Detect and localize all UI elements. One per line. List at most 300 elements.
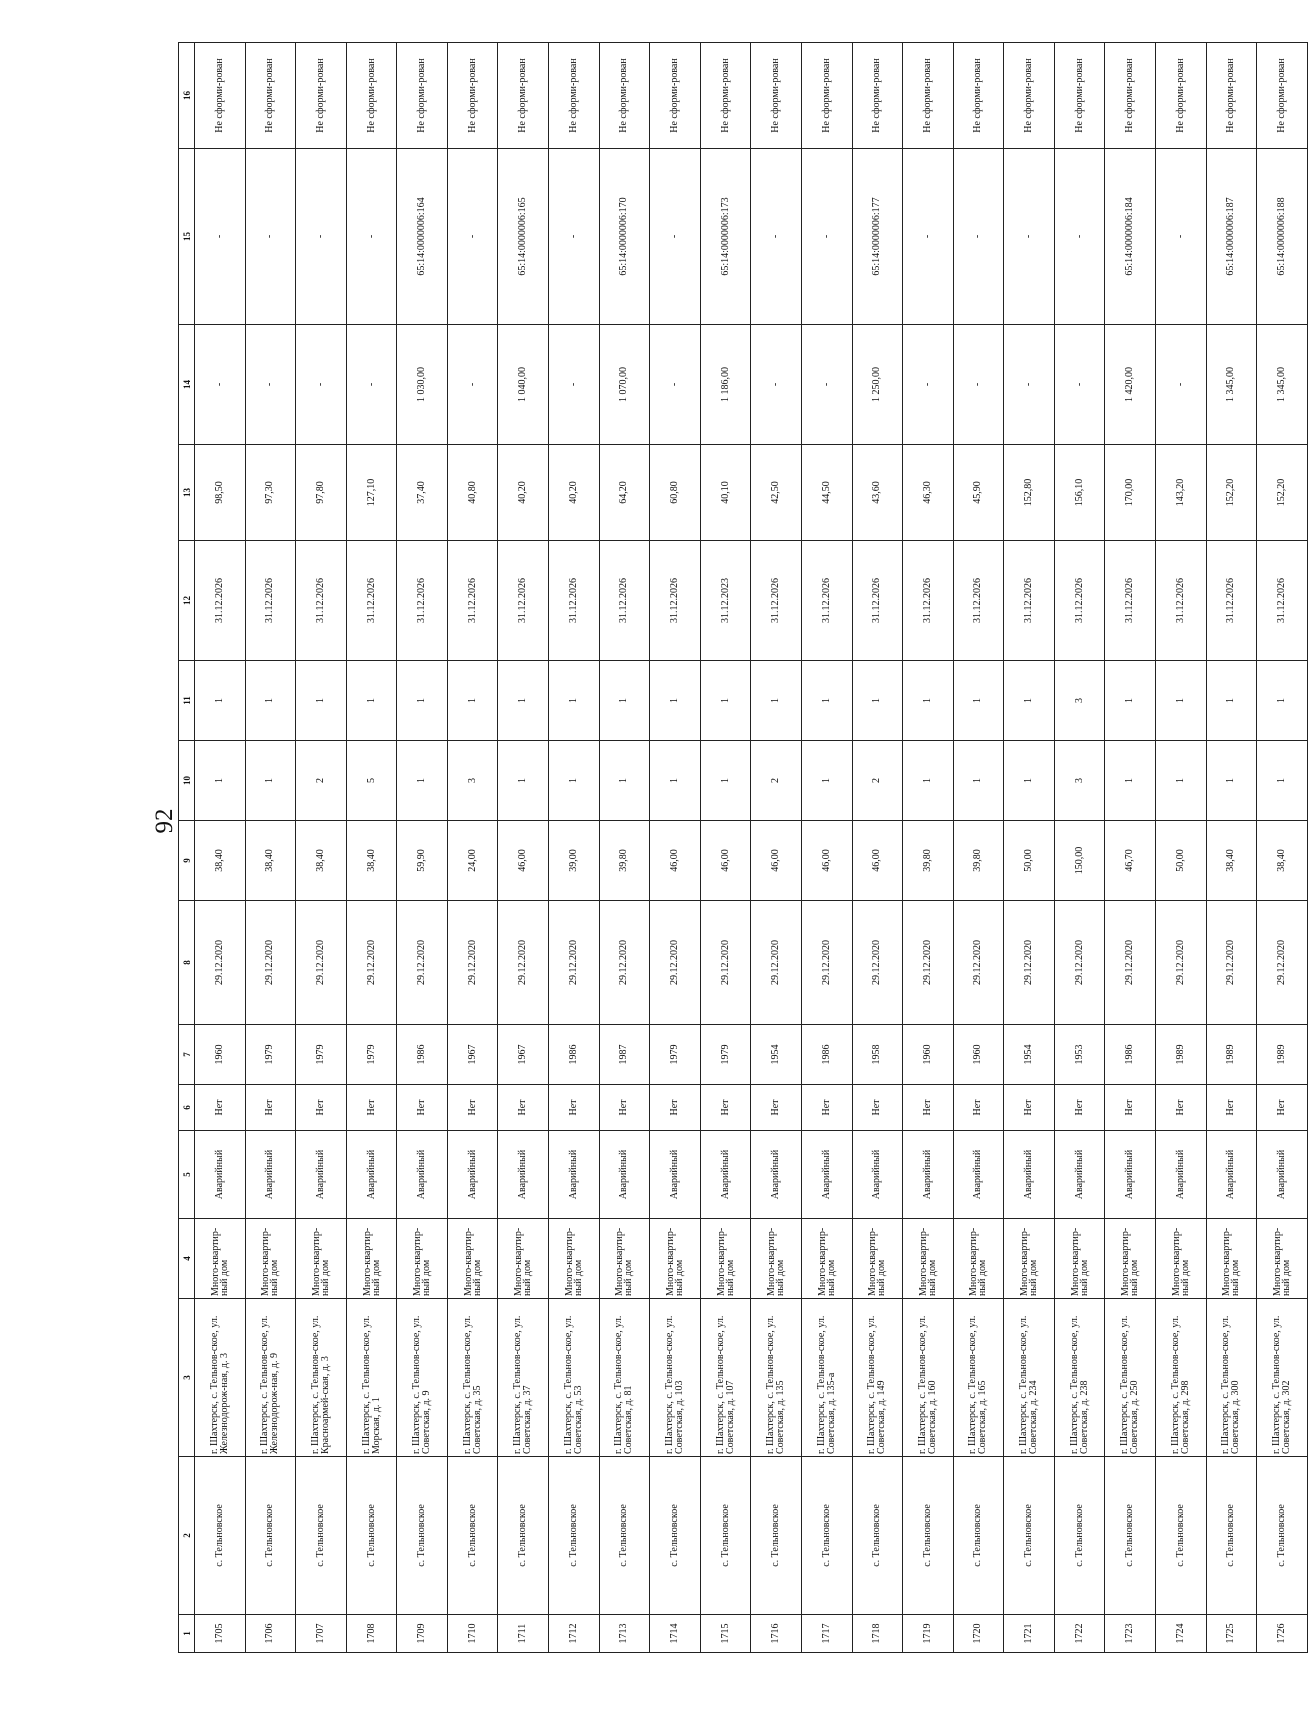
column-number-header: 12 [179,541,195,661]
registration-status-cell: Не сформи-рован [903,43,954,149]
area-cell: 24,00 [447,821,498,901]
flag-cell: Нет [447,1085,498,1131]
table-row [1155,43,1206,1653]
value-cell: 37,40 [397,445,448,541]
amount-cell: 1 030,00 [397,325,448,445]
column-number-header: 14 [179,325,195,445]
date-cell: 29.12.2020 [650,901,701,1025]
flag-cell: Нет [195,1085,246,1131]
registration-status-cell: Не сформи-рован [1206,43,1257,149]
column-number-header: 2 [179,1457,195,1615]
count-b-cell: 1 [1155,661,1206,741]
condition-cell: Аварийный [1206,1131,1257,1219]
settlement-cell: с. Тельновское [801,1457,852,1615]
address-cell: г. Шахтерск, с. Тельнов-ское, ул. Советская, д. 9 [397,1299,448,1457]
date-cell: 29.12.2020 [245,901,296,1025]
year-built-cell: 1954 [1004,1025,1055,1085]
building-type-cell: Много-квартир-ный дом [1054,1219,1105,1299]
area-cell: 46,00 [801,821,852,901]
row-number-cell: 1705 [195,1615,246,1653]
amount-cell: 1 070,00 [599,325,650,445]
area-cell: 38,40 [346,821,397,901]
count-a-cell: 1 [1155,741,1206,821]
area-cell: 39,80 [903,821,954,901]
area-cell: 59,90 [397,821,448,901]
count-a-cell: 3 [447,741,498,821]
column-number-header: 16 [179,43,195,149]
building-type-cell: Много-квартир-ный дом [700,1219,751,1299]
count-a-cell: 1 [397,741,448,821]
address-cell: г. Шахтерск, с. Тельнов-ское, ул. Советская, д. 298 [1155,1299,1206,1457]
registration-status-cell: Не сформи-рован [801,43,852,149]
year-built-cell: 1979 [650,1025,701,1085]
deadline-cell: 31.12.2026 [852,541,903,661]
settlement-cell: с. Тельновское [903,1457,954,1615]
flag-cell: Нет [1206,1085,1257,1131]
table-row [1206,43,1257,1653]
amount-cell: - [751,325,802,445]
count-a-cell: 1 [700,741,751,821]
settlement-cell: с. Тельновское [296,1457,347,1615]
amount-cell: - [195,325,246,445]
condition-cell: Аварийный [397,1131,448,1219]
date-cell: 29.12.2020 [549,901,600,1025]
row-number-cell: 1706 [245,1615,296,1653]
settlement-cell: с. Тельновское [1004,1457,1055,1615]
column-number-header: 10 [179,741,195,821]
table-row [397,43,448,1653]
registration-status-cell: Не сформи-рован [549,43,600,149]
cadastral-number-cell: - [903,149,954,325]
area-cell: 38,40 [1257,821,1308,901]
registration-status-cell: Не сформи-рован [599,43,650,149]
row-number-cell: 1721 [1004,1615,1055,1653]
flag-cell: Нет [903,1085,954,1131]
settlement-cell: с. Тельновское [1105,1457,1156,1615]
value-cell: 170,00 [1105,445,1156,541]
cadastral-number-cell: - [549,149,600,325]
cadastral-number-cell: 65:14:0000006:188 [1257,149,1308,325]
table-row [498,43,549,1653]
flag-cell: Нет [1257,1085,1308,1131]
value-cell: 45,90 [953,445,1004,541]
cadastral-number-cell: - [296,149,347,325]
column-number-header: 8 [179,901,195,1025]
registration-status-cell: Не сформи-рован [245,43,296,149]
flag-cell: Нет [852,1085,903,1131]
table-row [700,43,751,1653]
registration-status-cell: Не сформи-рован [1004,43,1055,149]
condition-cell: Аварийный [903,1131,954,1219]
building-type-cell: Много-квартир-ный дом [751,1219,802,1299]
row-number-cell: 1724 [1155,1615,1206,1653]
column-number-header: 7 [179,1025,195,1085]
building-type-cell: Много-квартир-ный дом [245,1219,296,1299]
year-built-cell: 1989 [1206,1025,1257,1085]
address-cell: г. Шахтерск, с. Тельнов-ское, ул. Советская, д. 37 [498,1299,549,1457]
deadline-cell: 31.12.2026 [549,541,600,661]
settlement-cell: с. Тельновское [1054,1457,1105,1615]
date-cell: 29.12.2020 [751,901,802,1025]
value-cell: 64,20 [599,445,650,541]
count-b-cell: 1 [801,661,852,741]
address-cell: г. Шахтерск, с. Тельнов-ское, ул. Советская, д. 165 [953,1299,1004,1457]
value-cell: 152,80 [1004,445,1055,541]
condition-cell: Аварийный [801,1131,852,1219]
amount-cell: - [1155,325,1206,445]
condition-cell: Аварийный [1054,1131,1105,1219]
address-cell: г. Шахтерск, с. Тельнов-ское, ул. Советская, д. 302 [1257,1299,1308,1457]
count-b-cell: 1 [549,661,600,741]
address-cell: г. Шахтерск, с. Тельнов-ское, ул. Советская, д. 135-а [801,1299,852,1457]
condition-cell: Аварийный [296,1131,347,1219]
year-built-cell: 1989 [1155,1025,1206,1085]
count-a-cell: 1 [903,741,954,821]
cadastral-number-cell: - [650,149,701,325]
address-cell: г. Шахтерск, с. Тельнов-ское, ул. Советская, д. 81 [599,1299,650,1457]
deadline-cell: 31.12.2026 [650,541,701,661]
table-row [346,43,397,1653]
cadastral-number-cell: - [801,149,852,325]
deadline-cell: 31.12.2026 [195,541,246,661]
value-cell: 98,50 [195,445,246,541]
date-cell: 29.12.2020 [599,901,650,1025]
value-cell: 40,20 [549,445,600,541]
column-number-header: 6 [179,1085,195,1131]
value-cell: 42,50 [751,445,802,541]
amount-cell: 1 040,00 [498,325,549,445]
area-cell: 39,80 [599,821,650,901]
count-b-cell: 1 [1105,661,1156,741]
table-row [245,43,296,1653]
flag-cell: Нет [1155,1085,1206,1131]
cadastral-number-cell: - [195,149,246,325]
year-built-cell: 1958 [852,1025,903,1085]
count-a-cell: 1 [1257,741,1308,821]
settlement-cell: с. Тельновское [195,1457,246,1615]
amount-cell: - [903,325,954,445]
row-number-cell: 1713 [599,1615,650,1653]
address-cell: г. Шахтерск, с. Тельнов-ское, ул. Советская, д. 35 [447,1299,498,1457]
condition-cell: Аварийный [498,1131,549,1219]
cadastral-number-cell: 65:14:0000006:173 [700,149,751,325]
condition-cell: Аварийный [1105,1131,1156,1219]
condition-cell: Аварийный [953,1131,1004,1219]
deadline-cell: 31.12.2026 [245,541,296,661]
building-type-cell: Много-квартир-ный дом [852,1219,903,1299]
year-built-cell: 1960 [903,1025,954,1085]
amount-cell: 1 345,00 [1257,325,1308,445]
date-cell: 29.12.2020 [1105,901,1156,1025]
area-cell: 38,40 [296,821,347,901]
table-row [650,43,701,1653]
count-a-cell: 2 [751,741,802,821]
settlement-cell: с. Тельновское [397,1457,448,1615]
registration-status-cell: Не сформи-рован [498,43,549,149]
year-built-cell: 1953 [1054,1025,1105,1085]
count-a-cell: 2 [296,741,347,821]
value-cell: 152,20 [1206,445,1257,541]
date-cell: 29.12.2020 [397,901,448,1025]
settlement-cell: с. Тельновское [852,1457,903,1615]
count-a-cell: 1 [650,741,701,821]
building-type-cell: Много-квартир-ный дом [195,1219,246,1299]
table-row [296,43,347,1653]
date-cell: 29.12.2020 [1257,901,1308,1025]
row-number-cell: 1709 [397,1615,448,1653]
flag-cell: Нет [296,1085,347,1131]
page-number: 92 [151,808,178,834]
settlement-cell: с. Тельновское [599,1457,650,1615]
count-a-cell: 1 [953,741,1004,821]
table-row [903,43,954,1653]
registration-status-cell: Не сформи-рован [346,43,397,149]
cadastral-number-cell: 65:14:0000006:164 [397,149,448,325]
count-b-cell: 1 [296,661,347,741]
year-built-cell: 1960 [195,1025,246,1085]
settlement-cell: с. Тельновское [1257,1457,1308,1615]
year-built-cell: 1986 [397,1025,448,1085]
table-row [1257,43,1308,1653]
row-number-cell: 1719 [903,1615,954,1653]
date-cell: 29.12.2020 [1054,901,1105,1025]
date-cell: 29.12.2020 [195,901,246,1025]
settlement-cell: с. Тельновское [549,1457,600,1615]
count-b-cell: 1 [195,661,246,741]
count-a-cell: 1 [195,741,246,821]
column-number-header: 3 [179,1299,195,1457]
year-built-cell: 1989 [1257,1025,1308,1085]
address-cell: г. Шахтерск, с. Тельнов-ское, ул. Морская, д. 1 [346,1299,397,1457]
row-number-cell: 1714 [650,1615,701,1653]
value-cell: 127,10 [346,445,397,541]
building-type-cell: Много-квартир-ный дом [397,1219,448,1299]
year-built-cell: 1954 [751,1025,802,1085]
count-a-cell: 1 [1004,741,1055,821]
row-number-cell: 1726 [1257,1615,1308,1653]
address-cell: г. Шахтерск, с. Тельнов-ское, ул. Советская, д. 300 [1206,1299,1257,1457]
condition-cell: Аварийный [1004,1131,1055,1219]
column-number-header: 15 [179,149,195,325]
count-b-cell: 1 [245,661,296,741]
value-cell: 60,80 [650,445,701,541]
date-cell: 29.12.2020 [498,901,549,1025]
amount-cell: - [296,325,347,445]
deadline-cell: 31.12.2026 [447,541,498,661]
value-cell: 40,20 [498,445,549,541]
housing-table [178,42,1308,1653]
table-row [599,43,650,1653]
count-a-cell: 1 [599,741,650,821]
area-cell: 39,00 [549,821,600,901]
column-number-row [179,43,195,1653]
count-b-cell: 1 [650,661,701,741]
date-cell: 29.12.2020 [903,901,954,1025]
row-number-cell: 1718 [852,1615,903,1653]
count-b-cell: 1 [447,661,498,741]
cadastral-number-cell: - [1054,149,1105,325]
building-type-cell: Много-квартир-ный дом [599,1219,650,1299]
date-cell: 29.12.2020 [296,901,347,1025]
condition-cell: Аварийный [549,1131,600,1219]
registration-status-cell: Не сформи-рован [1105,43,1156,149]
amount-cell: - [549,325,600,445]
date-cell: 29.12.2020 [801,901,852,1025]
deadline-cell: 31.12.2026 [1105,541,1156,661]
condition-cell: Аварийный [751,1131,802,1219]
address-cell: г. Шахтерск, с. Тельнов-ское, ул. Красноармей-ская, д. 3 [296,1299,347,1457]
building-type-cell: Много-квартир-ный дом [346,1219,397,1299]
table-row [1105,43,1156,1653]
condition-cell: Аварийный [650,1131,701,1219]
count-b-cell: 3 [1054,661,1105,741]
condition-cell: Аварийный [1155,1131,1206,1219]
address-cell: г. Шахтерск, с. Тельнов-ское, ул. Советская, д. 238 [1054,1299,1105,1457]
building-type-cell: Много-квартир-ный дом [903,1219,954,1299]
deadline-cell: 31.12.2026 [953,541,1004,661]
building-type-cell: Много-квартир-ный дом [549,1219,600,1299]
building-type-cell: Много-квартир-ный дом [650,1219,701,1299]
area-cell: 46,70 [1105,821,1156,901]
building-type-cell: Много-квартир-ный дом [447,1219,498,1299]
deadline-cell: 31.12.2026 [498,541,549,661]
count-a-cell: 1 [498,741,549,821]
cadastral-number-cell: 65:14:0000006:187 [1206,149,1257,325]
deadline-cell: 31.12.2026 [751,541,802,661]
count-a-cell: 2 [852,741,903,821]
deadline-cell: 31.12.2026 [296,541,347,661]
date-cell: 29.12.2020 [1004,901,1055,1025]
settlement-cell: с. Тельновское [346,1457,397,1615]
settlement-cell: с. Тельновское [751,1457,802,1615]
count-b-cell: 1 [852,661,903,741]
condition-cell: Аварийный [195,1131,246,1219]
flag-cell: Нет [599,1085,650,1131]
flag-cell: Нет [700,1085,751,1131]
building-type-cell: Много-квартир-ный дом [1105,1219,1156,1299]
address-cell: г. Шахтерск, с. Тельнов-ское, ул. Железнодорож-ная, д. 3 [195,1299,246,1457]
address-cell: г. Шахтерск, с. Тельнов-ское, ул. Советская, д. 160 [903,1299,954,1457]
area-cell: 46,00 [498,821,549,901]
address-cell: г. Шахтерск, с. Тельнов-ское, ул. Советская, д. 53 [549,1299,600,1457]
cadastral-number-cell: - [245,149,296,325]
registration-status-cell: Не сформи-рован [953,43,1004,149]
amount-cell: - [801,325,852,445]
building-type-cell: Много-квартир-ный дом [498,1219,549,1299]
year-built-cell: 1979 [346,1025,397,1085]
count-a-cell: 1 [801,741,852,821]
area-cell: 38,40 [1206,821,1257,901]
registration-status-cell: Не сформи-рован [700,43,751,149]
count-b-cell: 1 [953,661,1004,741]
count-b-cell: 1 [346,661,397,741]
condition-cell: Аварийный [700,1131,751,1219]
value-cell: 40,80 [447,445,498,541]
count-b-cell: 1 [751,661,802,741]
amount-cell: - [953,325,1004,445]
amount-cell: 1 345,00 [1206,325,1257,445]
condition-cell: Аварийный [447,1131,498,1219]
area-cell: 38,40 [245,821,296,901]
address-cell: г. Шахтерск, с. Тельнов-ское, ул. Советская, д. 250 [1105,1299,1156,1457]
address-cell: г. Шахтерск, с. Тельнов-ское, ул. Железнодорож-ная, д. 9 [245,1299,296,1457]
row-number-cell: 1720 [953,1615,1004,1653]
year-built-cell: 1979 [296,1025,347,1085]
building-type-cell: Много-квартир-ный дом [1004,1219,1055,1299]
year-built-cell: 1979 [700,1025,751,1085]
table-row [1004,43,1055,1653]
year-built-cell: 1967 [498,1025,549,1085]
year-built-cell: 1986 [801,1025,852,1085]
count-b-cell: 1 [1206,661,1257,741]
registration-status-cell: Не сформи-рован [296,43,347,149]
date-cell: 29.12.2020 [852,901,903,1025]
address-cell: г. Шахтерск, с. Тельнов-ское, ул. Советская, д. 149 [852,1299,903,1457]
area-cell: 150,00 [1054,821,1105,901]
table-body [195,43,1308,1653]
table-row [195,43,246,1653]
area-cell: 46,00 [751,821,802,901]
count-b-cell: 1 [599,661,650,741]
count-a-cell: 1 [1206,741,1257,821]
count-b-cell: 1 [903,661,954,741]
value-cell: 97,30 [245,445,296,541]
count-a-cell: 1 [1105,741,1156,821]
registration-status-cell: Не сформи-рован [751,43,802,149]
count-b-cell: 1 [1257,661,1308,741]
area-cell: 50,00 [1155,821,1206,901]
row-number-cell: 1722 [1054,1615,1105,1653]
condition-cell: Аварийный [852,1131,903,1219]
count-b-cell: 1 [498,661,549,741]
row-number-cell: 1708 [346,1615,397,1653]
year-built-cell: 1986 [549,1025,600,1085]
column-number-header: 5 [179,1131,195,1219]
registration-status-cell: Не сформи-рован [852,43,903,149]
amount-cell: - [1054,325,1105,445]
area-cell: 50,00 [1004,821,1055,901]
row-number-cell: 1712 [549,1615,600,1653]
area-cell: 39,80 [953,821,1004,901]
year-built-cell: 1986 [1105,1025,1156,1085]
value-cell: 40,10 [700,445,751,541]
registration-status-cell: Не сформи-рован [397,43,448,149]
column-number-header: 4 [179,1219,195,1299]
deadline-cell: 31.12.2026 [1257,541,1308,661]
row-number-cell: 1725 [1206,1615,1257,1653]
deadline-cell: 31.12.2026 [397,541,448,661]
registration-status-cell: Не сформи-рован [195,43,246,149]
address-cell: г. Шахтерск, с. Тельнов-ское, ул. Советская, д. 135 [751,1299,802,1457]
cadastral-number-cell: - [751,149,802,325]
cadastral-number-cell: - [953,149,1004,325]
flag-cell: Нет [650,1085,701,1131]
area-cell: 46,00 [700,821,751,901]
building-type-cell: Много-квартир-ный дом [296,1219,347,1299]
count-a-cell: 1 [549,741,600,821]
registration-status-cell: Не сформи-рован [1257,43,1308,149]
date-cell: 29.12.2020 [1155,901,1206,1025]
condition-cell: Аварийный [245,1131,296,1219]
table-row [953,43,1004,1653]
condition-cell: Аварийный [599,1131,650,1219]
column-number-header: 1 [179,1615,195,1653]
row-number-cell: 1716 [751,1615,802,1653]
condition-cell: Аварийный [1257,1131,1308,1219]
amount-cell: - [650,325,701,445]
count-a-cell: 3 [1054,741,1105,821]
deadline-cell: 31.12.2026 [1004,541,1055,661]
